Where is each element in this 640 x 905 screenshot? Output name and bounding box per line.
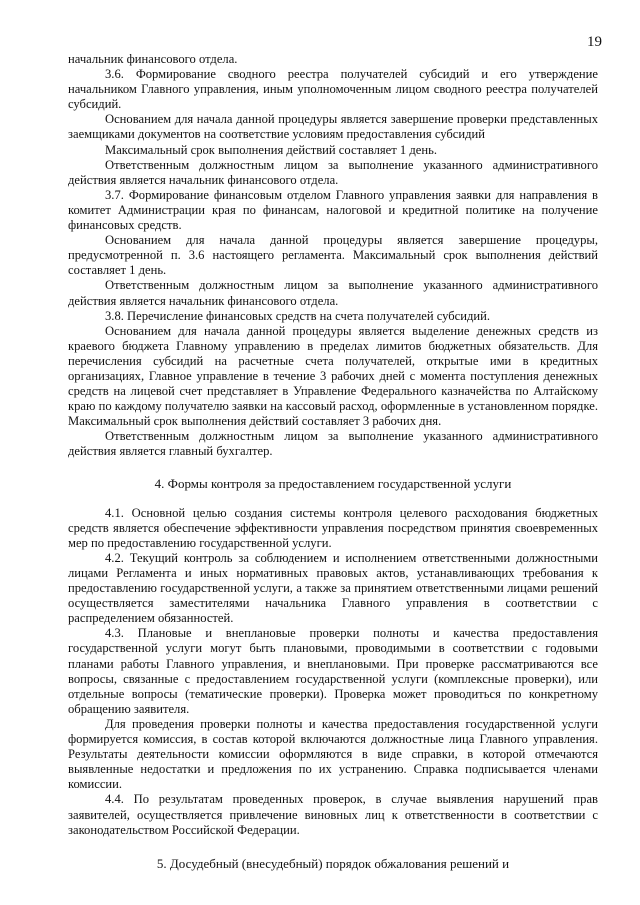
paragraph: 4.1. Основной целью создания системы контроля целевого расходования бюджетных средств является обеспечение эффективности управления посредством принятия своевременных мер по предоставлению государственной услуги.: [68, 505, 598, 550]
paragraph: Основанием для начала данной процедуры является завершение процедуры, предусмотренной п. 3.6 настоящего регламента. Максимальный срок выполнения действий составляет 1 день.: [68, 233, 598, 278]
section-heading-5: 5. Досудебный (внесудебный) порядок обжалования решений и: [156, 855, 510, 871]
paragraph: 4.2. Текущий контроль за соблюдением и исполнением ответственными должностными лицами Регламента и иных нормативных правовых актов, устанавливающих требования к предоставлению государственной услуги, а также за принятием ответственными лицами решений осуществляется заместителями начальника Главного управления в соответствии с распределением обязанностей.: [68, 550, 598, 626]
paragraph: 4.4. По результатам проведенных проверок, в случае выявления нарушений прав заявителей, осуществляется привлечение виновных лиц к ответственности в соответствии с законодательством Российской Федерации.: [68, 792, 598, 837]
paragraph: Основанием для начала данной процедуры является завершение проверки представленных заемщиками документов на соответствие условиям предоставления субсидий: [68, 112, 598, 142]
paragraph: 3.6. Формирование сводного реестра получателей субсидий и его утверждение начальником Главного управления, иным уполномоченным лицом сводного реестра получателей субсидий.: [68, 67, 598, 112]
paragraph: Ответственным должностным лицом за выполнение указанного административного действия является начальник финансового отдела.: [68, 278, 598, 308]
paragraph: 3.8. Перечисление финансовых средств на счета получателей субсидий.: [105, 308, 491, 323]
paragraph: Основанием для начала данной процедуры является выделение денежных средств из краевого бюджета Главному управлению в пределах лимитов бюджетных обязательств. Для перечисления субсидий на расчетные счета получателей, открытые ими в кредитных организациях, Главное управление в течение 3 рабочих дней с момента поступления денежных средств на лицевой счет представляет в Управление Федерального казначейства по Алтайскому краю по каждому получателю заявки на кассовый расход, оформленные в установленном порядке. Максимальный срок выполнения действий составляет 3 рабочих дня.: [68, 323, 598, 429]
paragraph: Ответственным должностным лицом за выполнение указанного административного действия является начальник финансового отдела.: [68, 157, 598, 187]
paragraph: 3.7. Формирование финансовым отделом Главного управления заявки для направления в комитет Администрации края по финансам, налоговой и кредитной политике на получение финансовых средств.: [68, 187, 598, 233]
section-heading-4: 4. Формы контроля за предоставлением государственной услуги: [154, 475, 512, 491]
paragraph: Максимальный срок выполнения действий составляет 1 день.: [105, 142, 438, 157]
paragraph: 4.3. Плановые и внеплановые проверки полноты и качества предоставления государственной услуги могут быть плановыми, проводимыми в соответствии с годовыми планами работы Главного управления, и внеплановыми. При проверке рассматриваются все вопросы, связанные с предоставлением государственной услуги (комплексные проверки), или отдельные вопросы (тематические проверки). Проверка может проводиться по конкретному обращению заявителя.: [68, 626, 598, 716]
document-body: [68, 52, 598, 871]
paragraph: Ответственным должностным лицом за выполнение указанного административного действия является главный бухгалтер.: [68, 429, 598, 459]
page-number: 19: [587, 34, 602, 50]
paragraph: начальник финансового отдела.: [68, 52, 238, 66]
paragraph: Для проведения проверки полноты и качества предоставления государственной услуги формируется комиссия, в состав которой включаются должностные лица Главного управления. Результаты деятельности комиссии оформляются в виде справки, в которой отмечаются выявленные недостатки и предложения по их устранению. Справка подписывается членами комиссии.: [68, 716, 598, 792]
